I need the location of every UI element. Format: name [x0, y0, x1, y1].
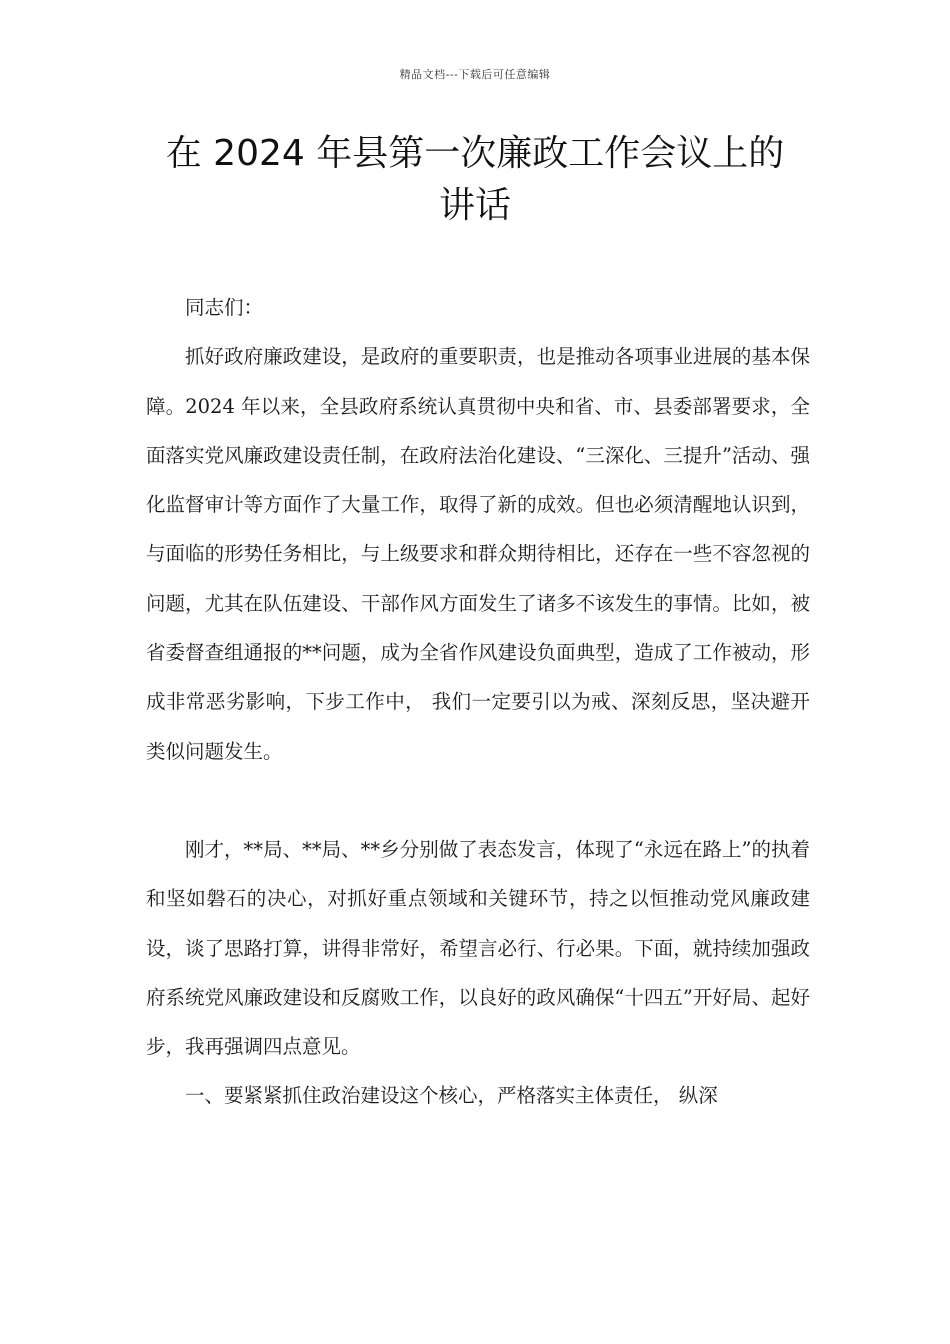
salutation: 同志们：	[185, 296, 264, 319]
paragraph-1: 抓好政府廉政建设，是政府的重要职责，也是推动各项事业进展的基本保障。2024 年以来，全县政府系统认真贯彻中央和省、市、县委部署要求，全面落实党风廉政建设责任制，在政府法治化建设、“三深化、三提升”活动、强化监督审计等方面作了大量工作，取得了新的成效。但也必须清醒地认识到，与面临的形势任务相比，与上级要求和群众期待相比，还存在一些不容忽视的问题，尤其在队伍建设、干部作风方面发生了诸多不该发生的事情。比如，被省委督查组通报的**问题，成为全省作风建设负面典型，造成了工作被动，形成非常恶劣影响，下步工作中， 我们一定要引以为戒、深刻反思，坚决避开类似问题发生。	[146, 345, 810, 763]
title-line-2: 讲话	[438, 185, 511, 226]
section-heading-1: 一、要紧紧抓住政治建设这个核心，严格落实主体责任， 纵深	[185, 1084, 718, 1108]
paragraph-2: 刚才，**局、**局、**乡分别做了表态发言，体现了“永远在路上”的执着和坚如磐石的决心，对抓好重点领域和关键环节，持之以恒推动党风廉政建设，谈了思路打算，讲得非常好，希望言必行、行必果。下面，就持续加强政府系统党风廉政建设和反腐败工作，以良好的政风确保“十四五”开好局、起好步，我再强调四点意见。	[146, 837, 810, 1059]
title-line-1: 在 2024 年县第一次廉政工作会议上的	[165, 133, 785, 174]
document-title	[120, 128, 830, 232]
document-body	[146, 283, 810, 1121]
header-note: 精品文档---下载后可任意编辑	[399, 68, 551, 81]
